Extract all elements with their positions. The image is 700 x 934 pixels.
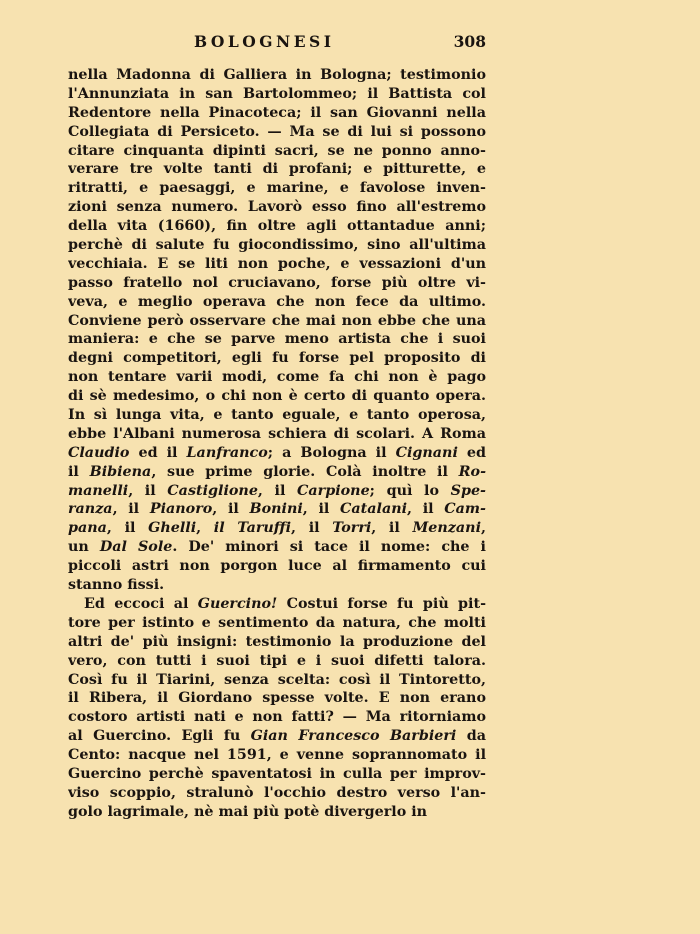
text-run: ebbe l'Albani numerosa schiera di scolari. A Roma [68, 425, 486, 442]
text-line [68, 217, 486, 236]
italic-name: Dal Sole [99, 539, 173, 556]
text-run: citare cinquanta dipinti sacri, se ne ponno anno- [68, 142, 486, 159]
italic-name: Lanfranco [186, 444, 268, 461]
page-number: 308 [453, 32, 486, 51]
text-line [68, 123, 486, 142]
text-run: , il [128, 482, 168, 499]
text-line [68, 633, 486, 652]
text-line [68, 765, 486, 784]
text-line [68, 349, 486, 368]
text-run: ed [457, 444, 486, 461]
text-run: , il [407, 501, 445, 518]
text-line [68, 312, 486, 331]
body-text [68, 66, 486, 822]
italic-name: Ro- [458, 463, 486, 480]
text-run: Così fu il Tiarini, senza scelta: così il Tintoretto, [68, 671, 486, 688]
text-run: il [68, 463, 90, 480]
italic-name: Bibiena [89, 463, 152, 480]
text-run: vecchiaia. E se liti non poche, e vessazioni d'un [68, 255, 486, 272]
text-run: degni competitori, egli fu forse pel proposito di [68, 350, 486, 367]
text-line [68, 198, 486, 217]
text-run: ; quì lo [369, 482, 451, 499]
text-run: nella Madonna di Galliera in Bologna; testimonio [68, 67, 486, 83]
text-run: verare tre volte tanti di profani; e pitturette, e [68, 161, 486, 178]
text-line [68, 179, 486, 198]
text-run: perchè di salute fu giocondissimo, sino all'ultima [68, 237, 486, 254]
text-run: un [68, 539, 100, 556]
text-line [68, 425, 486, 444]
text-run: , il [106, 520, 149, 537]
text-run: , il [371, 520, 413, 537]
italic-name: manelli [68, 482, 129, 499]
text-line [68, 255, 486, 274]
text-run: Costui forse fu più pit- [277, 595, 486, 612]
page-header [68, 32, 486, 56]
italic-name: Gian Francesco Barbieri [250, 728, 457, 745]
text-line [68, 746, 486, 765]
text-line [68, 576, 486, 595]
text-run: , [196, 520, 214, 537]
text-run: Collegiata di Persiceto. — Ma se di lui si possono [68, 123, 486, 140]
text-line [68, 538, 486, 557]
text-line [68, 614, 486, 633]
text-run: In sì lunga vita, e tanto eguale, e tanto operosa, [68, 407, 486, 424]
italic-name: Carpione [297, 482, 370, 499]
text-line [68, 557, 486, 576]
text-run: , il [257, 482, 298, 499]
italic-name: Bonini [249, 501, 303, 518]
italic-name: Guercino! [197, 595, 278, 612]
text-line [68, 406, 486, 425]
italic-name: Cam- [444, 501, 486, 518]
text-line [68, 368, 486, 387]
text-line [68, 652, 486, 671]
italic-name: Spe- [450, 482, 486, 499]
text-line [68, 142, 486, 161]
italic-name: Claudio [68, 444, 130, 461]
italic-name: Castiglione [167, 482, 258, 499]
text-line [68, 595, 486, 614]
text-run: , il [212, 501, 250, 518]
italic-name: Ghelli [148, 520, 197, 537]
text-run: zioni senza numero. Lavorò esso fino all'estremo [68, 199, 486, 216]
text-run: ed il [129, 444, 187, 461]
text-run: costoro artisti nati e non fatti? — Ma ritorniamo [68, 709, 486, 726]
text-line [68, 689, 486, 708]
text-run: Cento: nacque nel 1591, e venne soprannomato il [68, 747, 486, 764]
text-run: Ed eccoci al [84, 595, 198, 612]
text-run: veva, e meglio operava che non fece da ultimo. [68, 293, 486, 310]
text-run: di sè medesimo, o chi non è certo di quanto opera. [68, 388, 486, 405]
text-run: ; a Bologna il [267, 444, 396, 461]
text-run: da [456, 728, 486, 745]
text-run: viso scoppio, stralunò l'occhio destro verso l'an- [68, 784, 486, 801]
text-run: , il [291, 520, 333, 537]
running-head: BOLOGNESI [194, 32, 335, 51]
text-line [68, 784, 486, 803]
text-run: ritratti, e paesaggi, e marine, e favolose inven- [68, 180, 486, 197]
text-line [68, 463, 486, 482]
text-line [68, 293, 486, 312]
text-run: , il [302, 501, 341, 518]
italic-name: Catalani [340, 501, 408, 518]
text-run: Redentore nella Pinacoteca; il san Giovanni nella [68, 104, 486, 121]
text-run: , il [112, 501, 150, 518]
text-run: tore per istinto e sentimento da natura, che molti [68, 614, 486, 631]
text-run: . De' minori si tace il nome: che i [172, 539, 486, 556]
text-line [68, 85, 486, 104]
text-line [68, 803, 486, 822]
italic-name: Torri [332, 520, 372, 537]
italic-name: pana [68, 520, 107, 537]
text-line [68, 236, 486, 255]
text-run: Conviene però osservare che mai non ebbe che una [68, 312, 486, 329]
text-run: , [481, 520, 486, 537]
text-line [68, 330, 486, 349]
text-line [68, 500, 486, 519]
italic-name: ranza [68, 501, 113, 518]
italic-name: Cignani [395, 444, 458, 461]
text-line [68, 104, 486, 123]
text-run: il Ribera, il Giordano spesse volte. E non erano [68, 690, 486, 707]
text-run: altri de' più insigni: testimonio la produzione del [68, 633, 486, 650]
text-line [68, 671, 486, 690]
italic-name: Pianoro [149, 501, 213, 518]
text-line [68, 274, 486, 293]
text-line [68, 708, 486, 727]
text-run: vero, con tutti i suoi tipi e i suoi difetti talora. [68, 652, 486, 669]
text-run: , sue prime glorie. Colà inoltre il [151, 463, 459, 480]
text-run: l'Annunziata in san Bartolommeo; il Battista col [68, 85, 486, 102]
text-line [68, 482, 486, 501]
text-run: maniera: e che se parve meno artista che i suoi [68, 331, 486, 348]
text-line [68, 519, 486, 538]
italic-name: Menzani [412, 520, 482, 537]
text-line [68, 727, 486, 746]
text-line [68, 66, 486, 85]
text-line [68, 387, 486, 406]
text-run: stanno fissi. [68, 577, 165, 594]
text-line [68, 160, 486, 179]
italic-name: il Taruffi [213, 520, 292, 537]
text-run: golo lagrimale, nè mai più potè divergerlo in [68, 803, 428, 820]
text-run: Guercino perchè spaventatosi in culla per improv- [68, 765, 486, 782]
text-line [68, 444, 486, 463]
text-run: non tentare varii modi, come fa chi non è pago [68, 369, 486, 386]
text-run: della vita (1660), fin oltre agli ottantadue anni; [68, 218, 486, 235]
text-run: al Guercino. Egli fu [68, 728, 251, 745]
text-run: piccoli astri non porgon luce al firmamento cui [68, 558, 486, 575]
text-run: passo fratello nol cruciavano, forse più oltre vi- [68, 274, 486, 291]
